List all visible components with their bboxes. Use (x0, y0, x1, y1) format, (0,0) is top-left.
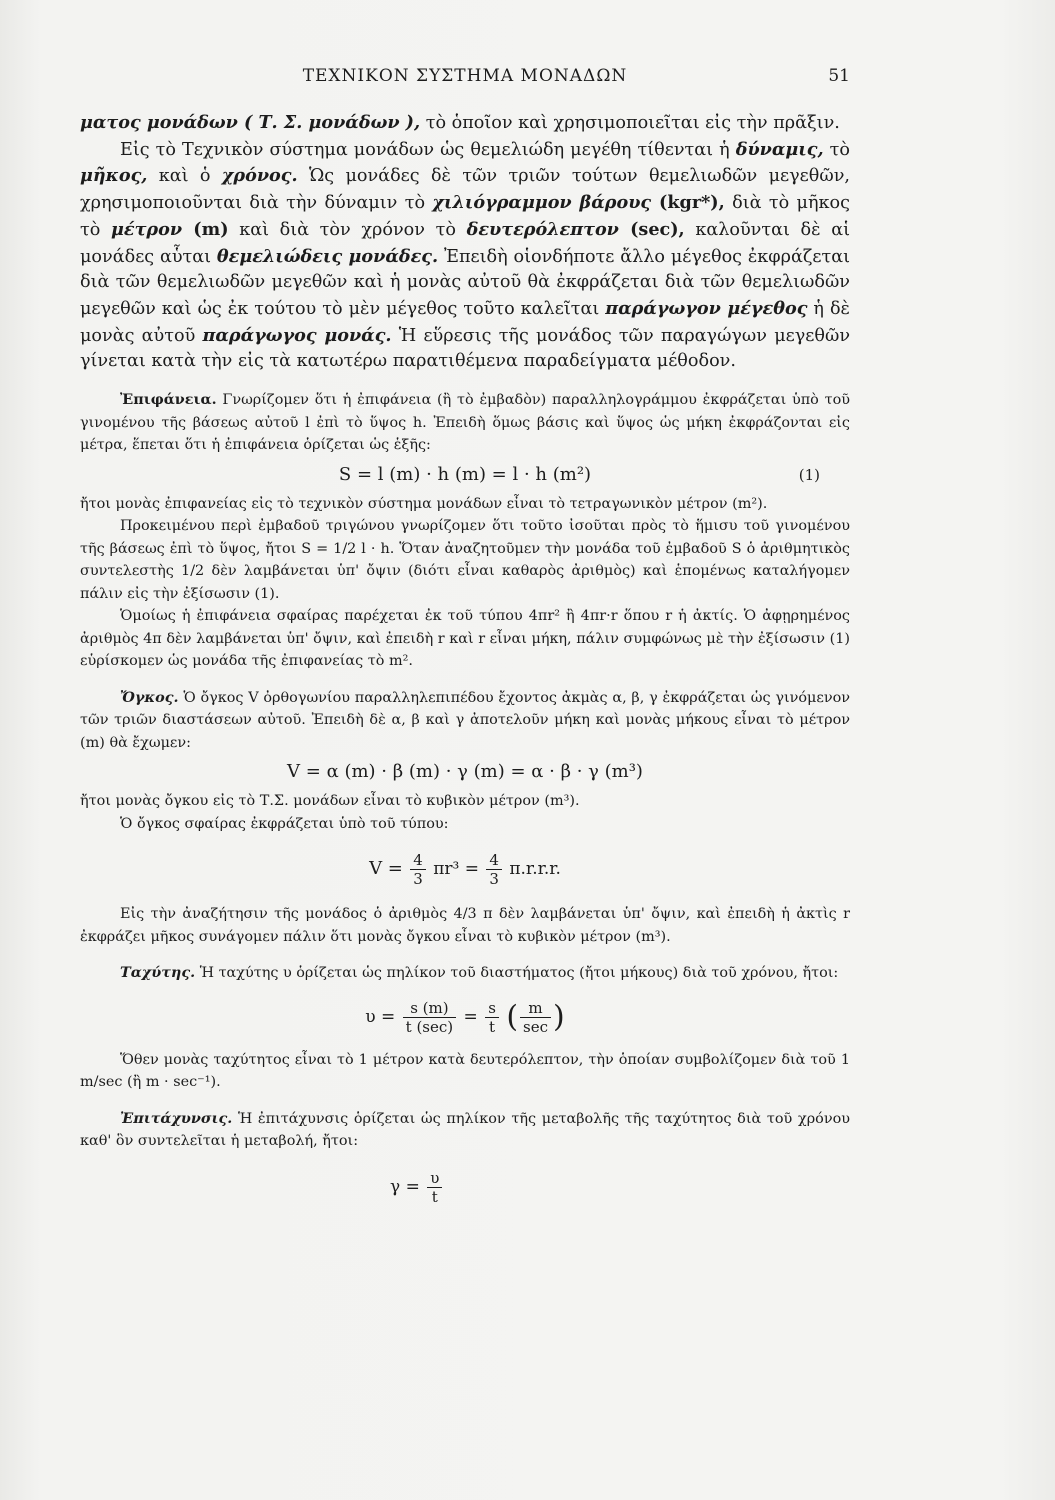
equation-sphere-volume (80, 845, 850, 893)
fraction-denominator: t (431, 1187, 438, 1206)
fraction-denominator: t (sec) (405, 1017, 454, 1036)
fraction-four-thirds-2 (486, 851, 502, 888)
page-body (80, 110, 850, 1211)
section-heading-speed: Ταχύτης. (120, 964, 196, 982)
paragraph-speed-unit: Ὅθεν μονὰς ταχύτητος εἶναι τὸ 1 μέτρον κατὰ δευτερόλεπτον, τὴν ὁποίαν συμβολίζομεν διὰ τοῦ 1 m/sec (ἢ m · sec⁻¹). (80, 1051, 850, 1091)
term-second: δευτερόλεπτον (466, 218, 619, 240)
text: Ἡ ταχύτης υ ὁρίζεται ὡς πηλίκον τοῦ διαστήματος (ἤτοι μήκους) διὰ τοῦ χρόνου, ἤτοι: (195, 965, 839, 982)
left-paren: ( (506, 999, 519, 1035)
equation-surface: S = l (m) · h (m) = l · h (m²) (338, 463, 592, 485)
term-time: χρόνος. (221, 165, 298, 187)
eq-lhs: υ = (365, 1006, 396, 1027)
fraction-s-over-t-units (403, 999, 456, 1036)
fraction-m-over-sec (520, 999, 551, 1036)
text: Ὡς μονάδες δὲ τῶν τριῶν τούτων θεμελιωδῶν μεγεθῶν, χρησιμοποιοῦνται διὰ τὴν δύναμιν τὸ (80, 166, 850, 214)
text: Ὁ ὄγκος V ὀρθογωνίου παραλληλεπιπέδου ἔχοντος ἀκμὰς α, β, γ ἐκφράζεται ὡς γινόμενον τῶν τριῶν διαστάσεων αὐτοῦ. Ἐπειδὴ δὲ α, β καὶ γ ἀποτελοῦν μήκη καὶ μονὰς μήκους εἶναι τὸ μέτρον (m) θὰ ἔχωμεν: (80, 689, 850, 751)
term-kilogram-force: χιλιόγραμμον βάρους (432, 192, 652, 214)
paragraph-volume-unit: ἤτοι μονὰς ὄγκου εἰς τὸ Τ.Σ. μονάδων εἶναι τὸ κυβικὸν μέτρον (m³). (80, 793, 580, 810)
term-fundamental-units: θεμελιώδεις μονάδες. (216, 245, 439, 267)
term-derived-unit: παράγωγος μονάς. (202, 324, 392, 346)
unit-m: (m) (182, 218, 229, 240)
paragraph-sphere-surface: Ὁμοίως ἡ ἐπιφάνεια σφαίρας παρέχεται ἐκ τοῦ τύπου 4πr² ἢ 4πr·r ὅπου r ἡ ἀκτίς. Ὁ ἀφῃρημένος ἀριθμὸς 4π δὲν λαμβάνεται ὑπ' ὄψιν, καὶ ἐπειδὴ r καὶ r εἶναι μήκη, πάλιν συμφώνως μὲ τὴν ἐξίσωσιν (1) εὑρίσκομεν ὡς μονάδα τῆς ἐπιφανείας τὸ m². (80, 608, 850, 670)
eq-lhs: V = (369, 858, 403, 880)
term-derived-quantity: παράγωγον μέγεθος (605, 297, 808, 319)
paragraph-surface-unit: ἤτοι μονὰς ἐπιφανείας εἰς τὸ τεχνικὸν σύστημα μονάδων εἶναι τὸ τετραγωνικὸν μέτρον (m²). (80, 495, 768, 512)
unit-kgr: (kgr*), (651, 192, 725, 214)
text: καὶ ὁ (147, 166, 222, 187)
section-heading-surface: Ἐπιφάνεια. (120, 391, 217, 409)
fraction-numerator: υ (427, 1169, 442, 1188)
text: τὸ (823, 139, 850, 160)
paragraph-continuation (80, 110, 850, 137)
paragraph-surface (80, 389, 850, 457)
eq-sign: = (463, 1006, 478, 1027)
fraction-u-over-t (427, 1169, 442, 1206)
fraction-denominator: sec (523, 1017, 549, 1036)
text: Ἐπειδὴ οἱονδήποτε ἄλλο μέγεθος ἐκφράζεται διὰ τῶν θεμελιωδῶν μεγεθῶν καὶ ἡ μονὰς αὐτοῦ θὰ ἐκφράζεται διὰ τῶν θεμελιωδῶν μεγεθῶν καὶ ὡς ἐκ τούτου τὸ μὲν μέγεθος τοῦτο καλεῖται (80, 246, 851, 319)
term-metre: μέτρον (111, 218, 183, 240)
page-header (80, 62, 850, 90)
paragraph-acceleration (80, 1108, 850, 1153)
fraction-numerator: m (520, 999, 551, 1018)
fraction-numerator: s (m) (403, 999, 456, 1018)
eq-term: πr³ = (433, 859, 479, 880)
eq-lhs: γ = (390, 1176, 420, 1197)
paragraph-volume-conclusion: Εἰς τὴν ἀναζήτησιν τῆς μονάδος ὁ ἀριθμὸς 4/3 π δὲν λαμβάνεται ὑπ' ὄψιν, καὶ ἐπειδὴ ἡ ἀκτὶς r ἐκφράζει μῆκος συνάγομεν πάλιν ὅτι μονὰς ὄγκου εἶναι τὸ κυβικὸν μέτρον (m³). (80, 906, 850, 945)
fraction-s-over-t (485, 999, 499, 1036)
fraction-denominator: t (489, 1017, 496, 1036)
running-head: ΤΕΧΝΙΚΟΝ ΣΥΣΤΗΜΑ ΜΟΝΑΔΩΝ (302, 66, 628, 86)
equation-1 (80, 457, 850, 493)
text: τὸ ὁποῖον καὶ χρησιμοποιεῖται εἰς τὴν πρᾶξιν. (420, 113, 840, 133)
text: Γνωρίζομεν ὅτι ἡ ἐπιφάνεια (ἢ τὸ ἐμβαδὸν) παραλληλογράμμου ἐκφράζεται ὑπὸ τοῦ γινομένου τῆς βάσεως αὐτοῦ l ἐπὶ τὸ ὕψος h. Ἐπειδὴ ὅμως βάσις καὶ ὕψος ὡς μήκη ἐκφράζονται εἰς μέτρα, ἕπεται ὅτι ἡ ἐπιφάνεια ὁρίζεται ὡς ἑξῆς: (80, 392, 850, 454)
unit-sec: (sec), (618, 218, 685, 240)
paragraph-speed (80, 962, 850, 985)
paragraph-triangle: Προκειμένου περὶ ἐμβαδοῦ τριγώνου γνωρίζομεν ὅτι τοῦτο ἰσοῦται πρὸς τὸ ἥμισυ τοῦ γινομένου τῆς βάσεως ἐπὶ τὸ ὕψος, ἤτοι S = 1/2 l · h. Ὅταν ἀναζητοῦμεν τὴν μονάδα τοῦ ἐμβαδοῦ S ὁ ἀριθμητικὸς συντελεστὴς 1/2 δὲν λαμβάνεται ὑπ' ὄψιν (διότι εἶναι καθαρὸς ἀριθμὸς) καὶ ἑπομένως καταλήγομεν πάλιν εἰς τὴν ἐξίσωσιν (1). (80, 518, 850, 602)
equation-volume: V = α (m) · β (m) · γ (m) = α · β · γ (m³) (287, 761, 643, 783)
equation-speed (80, 991, 850, 1043)
text: Εἰς τὸ Τεχνικὸν σύστημα μονάδων ὡς θεμελιώδη μεγέθη τίθενται ἡ (120, 139, 736, 160)
eq-term: π.r.r.r. (509, 859, 561, 880)
fraction-numerator: s (485, 999, 499, 1018)
text: ἡ δὲ μονὰς αὐτοῦ (80, 298, 850, 346)
equation-acceleration (390, 1163, 530, 1211)
text: Ἡ ἐπιτάχυνσις ὁρίζεται ὡς πηλίκον τῆς μεταβολῆς τῆς ταχύτητος διὰ τοῦ χρόνου καθ' ὃν συντελεῖται ἡ μεταβολή, ἤτοι: (80, 1110, 850, 1150)
right-paren: ) (553, 999, 565, 1035)
term-force: δύναμις, (735, 138, 824, 160)
section-heading-volume: Ὄγκος. (120, 688, 179, 706)
fraction-numerator: 4 (486, 851, 502, 870)
equation-number: (1) (798, 465, 820, 484)
page-number: 51 (828, 66, 850, 86)
fraction-numerator: 4 (410, 851, 426, 870)
paragraph-volume (80, 687, 850, 755)
term-length: μῆκος, (80, 165, 148, 187)
text: καλοῦνται δὲ αἱ μονάδες αὗται (80, 219, 850, 267)
term-ts-units: ματος μονάδων ( Τ. Σ. μονάδων ), (80, 112, 421, 133)
text: Ἡ εὕρεσις τῆς μονάδος τῶν παραγώγων μεγεθῶν γίνεται κατὰ τὴν εἰς τὰ κατωτέρω παρατιθέμενα παραδείγματα μέθοδον. (80, 325, 851, 372)
text: διὰ τὸ μῆκος τὸ (80, 193, 850, 240)
fraction-denominator: 3 (413, 870, 423, 889)
fraction-denominator: 3 (489, 870, 499, 889)
fraction-four-thirds (410, 851, 426, 888)
text: καὶ διὰ τὸν χρόνον τὸ (228, 219, 467, 240)
paragraph-fundamental-units (80, 137, 850, 375)
section-heading-acceleration: Ἐπιτάχυνσις. (120, 1109, 233, 1127)
paragraph-sphere-volume-intro: Ὁ ὄγκος σφαίρας ἐκφράζεται ὑπὸ τοῦ τύπου: (120, 815, 449, 832)
